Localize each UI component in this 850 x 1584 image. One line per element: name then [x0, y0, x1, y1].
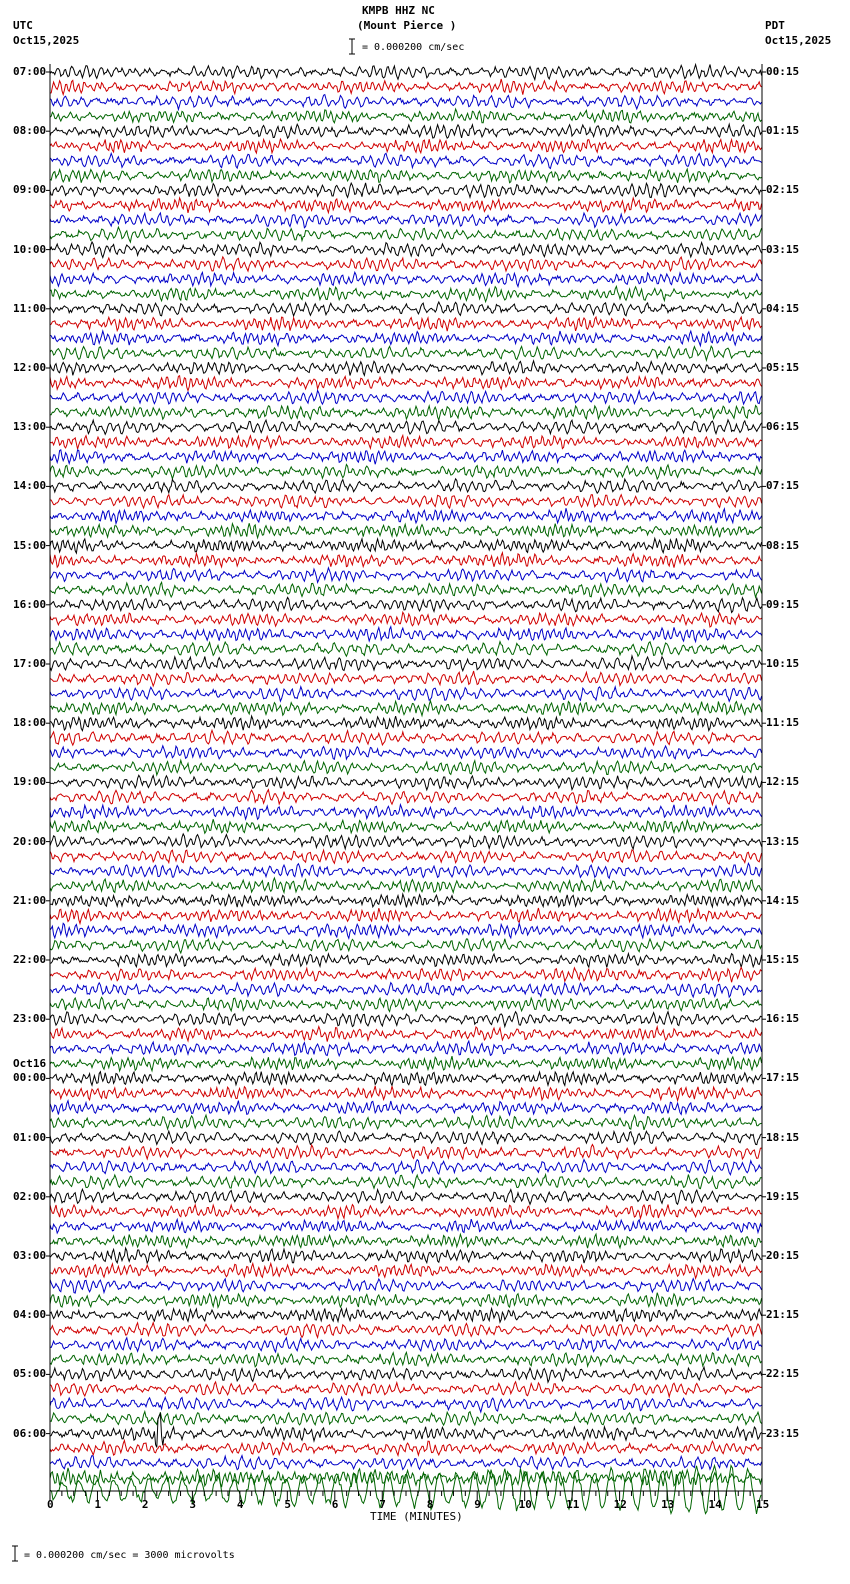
trace-line [50, 1412, 762, 1426]
trace-line [50, 805, 762, 820]
x-tick-label: 7 [379, 1498, 386, 1511]
trace-line [50, 790, 762, 805]
trace-line [50, 1086, 762, 1101]
trace-line [50, 1160, 762, 1175]
right-hour-label: 01:15 [766, 124, 800, 138]
trace-line [50, 1309, 762, 1323]
trace-line [50, 1027, 762, 1042]
trace-line [50, 79, 762, 95]
trace-line [50, 1205, 762, 1219]
right-hour-label: 13:15 [766, 834, 800, 848]
trace-line [50, 687, 762, 702]
trace-line [50, 406, 762, 421]
left-hour-label: 05:00 [13, 1367, 47, 1381]
station-title: KMPB HHZ NC [362, 4, 435, 17]
trace-line [50, 834, 762, 849]
trace-line [50, 198, 762, 213]
right-hour-label: 16:15 [766, 1012, 800, 1026]
trace-line [50, 671, 762, 686]
trace-line [50, 65, 762, 80]
left-date: Oct15,2025 [13, 34, 80, 47]
trace-line [50, 568, 762, 583]
right-hour-label: 11:15 [766, 716, 800, 730]
trace-line [50, 878, 762, 892]
left-hour-label: 12:00 [13, 361, 47, 374]
left-hour-label: 07:00 [13, 65, 47, 78]
trace-group [50, 65, 762, 1514]
left-hour-label: 03:00 [13, 1249, 47, 1262]
right-hour-label: 19:15 [766, 1189, 800, 1203]
x-tick-label: 6 [331, 1498, 339, 1511]
x-tick-label: 15 [756, 1498, 770, 1511]
trace-line [50, 1338, 762, 1352]
right-hour-label: 05:15 [766, 361, 800, 374]
trace-line [50, 242, 762, 258]
trace-line [50, 997, 762, 1011]
trace-line [50, 1382, 762, 1397]
right-hour-label: 14:15 [766, 893, 800, 907]
trace-line [50, 627, 762, 642]
right-hour-label: 10:15 [766, 657, 800, 670]
left-hour-label: 08:00 [13, 124, 47, 138]
left-hour-label: 00:00 [13, 1071, 47, 1085]
left-timezone: UTC [13, 19, 33, 32]
left-hour-label: 13:00 [13, 420, 47, 434]
x-tick-label: 5 [284, 1498, 291, 1511]
trace-line [50, 1468, 762, 1487]
trace-line [50, 1456, 762, 1470]
footer-scale-bar-icon [12, 1546, 18, 1561]
left-hour-label: 23:00 [13, 1012, 47, 1026]
right-hour-label: 22:15 [766, 1367, 800, 1381]
trace-line [50, 1397, 762, 1412]
station-location: (Mount Pierce ) [357, 19, 457, 32]
trace-line [50, 213, 762, 228]
trace-line [50, 391, 762, 405]
footer-scale-label: = 0.000200 cm/sec = 3000 microvolts [24, 1550, 235, 1561]
trace-line [50, 1041, 762, 1056]
trace-line [50, 730, 762, 745]
right-hour-label: 20:15 [766, 1249, 800, 1262]
left-hour-label: 09:00 [13, 183, 47, 197]
trace-line [50, 1115, 762, 1130]
right-hour-label: 17:15 [766, 1071, 800, 1085]
trace-line [50, 983, 762, 998]
right-date: Oct15,2025 [765, 34, 832, 47]
trace-line [50, 968, 762, 983]
x-axis-title: TIME (MINUTES) [370, 1510, 463, 1523]
x-tick-label: 12 [613, 1498, 627, 1511]
trace-line [50, 716, 762, 731]
trace-line [50, 183, 762, 198]
trace-line [50, 1264, 762, 1279]
right-hour-label: 21:15 [766, 1308, 800, 1322]
trace-line [50, 346, 762, 360]
right-hour-label: 07:15 [766, 479, 800, 493]
trace-line [50, 1367, 762, 1382]
scale-label: = 0.000200 cm/sec [362, 42, 465, 53]
left-hour-label: 11:00 [13, 301, 47, 315]
x-tick-label: 2 [141, 1498, 149, 1511]
x-tick-label: 13 [661, 1498, 675, 1511]
trace-line [50, 479, 762, 493]
trace-line [50, 153, 762, 168]
trace-line [50, 1279, 762, 1293]
trace-line [50, 436, 762, 450]
left-hour-label: 19:00 [13, 775, 47, 789]
trace-line [50, 1352, 762, 1366]
trace-line [50, 1145, 762, 1160]
trace-line [50, 227, 762, 242]
trace-line [50, 746, 762, 760]
trace-line [50, 257, 762, 271]
right-hour-label: 08:15 [766, 538, 800, 552]
trace-line [50, 465, 762, 480]
x-tick-label: 8 [426, 1498, 434, 1511]
right-hour-label: 00:15 [766, 65, 800, 78]
trace-line [50, 286, 762, 301]
trace-line [50, 1189, 762, 1204]
trace-line [50, 701, 762, 716]
right-hour-label: 02:15 [766, 183, 800, 197]
left-hour-label: 17:00 [13, 657, 47, 670]
trace-line [50, 775, 762, 790]
trace-line [50, 1293, 762, 1308]
left-hour-label: 20:00 [13, 834, 47, 848]
trace-line [50, 272, 762, 286]
x-tick-label: 14 [708, 1498, 722, 1511]
trace-line [50, 317, 762, 331]
right-hour-label: 18:15 [766, 1130, 800, 1144]
trace-line [50, 450, 762, 464]
trace-line [50, 1072, 762, 1086]
scale-bar-icon [349, 39, 355, 54]
trace-line [50, 923, 762, 938]
trace-line [50, 1012, 762, 1027]
trace-line [50, 1131, 762, 1145]
trace-line [50, 1323, 762, 1338]
trace-line [50, 95, 762, 110]
left-hour-label: 04:00 [13, 1308, 47, 1322]
x-tick-label: 0 [47, 1498, 54, 1511]
trace-line [50, 954, 762, 968]
right-timezone: PDT [765, 19, 785, 32]
left-hour-label: 18:00 [13, 716, 47, 730]
trace-line [50, 420, 762, 434]
x-tick-label: 11 [566, 1498, 580, 1511]
trace-line [50, 1056, 762, 1071]
trace-line [50, 169, 762, 183]
trace-line [50, 1234, 762, 1248]
trace-line [50, 1414, 762, 1448]
trace-line [50, 1175, 762, 1190]
trace-line [50, 863, 762, 878]
trace-line [50, 1219, 762, 1233]
trace-line [50, 642, 762, 657]
trace-line [50, 553, 762, 568]
right-hour-label: 03:15 [766, 242, 800, 256]
trace-line [50, 361, 762, 376]
trace-line [50, 109, 762, 123]
trace-line [50, 508, 762, 523]
left-hour-label: 16:00 [13, 597, 47, 611]
right-hour-label: 06:15 [766, 420, 800, 434]
left-hour-label: 06:00 [13, 1426, 47, 1440]
trace-line [50, 908, 762, 923]
right-hour-label: 15:15 [766, 953, 800, 966]
trace-line [50, 939, 762, 953]
x-tick-label: 4 [236, 1498, 244, 1511]
trace-line [50, 495, 762, 508]
trace-line [50, 1248, 762, 1263]
trace-line [50, 523, 762, 538]
left-hour-label: 10:00 [13, 242, 47, 256]
x-tick-label: 10 [518, 1498, 532, 1511]
trace-line [50, 760, 762, 775]
left-hour-label: 15:00 [13, 538, 47, 552]
trace-line [50, 612, 762, 627]
trace-line [50, 538, 762, 553]
trace-line [50, 894, 762, 907]
right-hour-label: 09:15 [766, 597, 800, 611]
x-tick-label: 9 [474, 1498, 481, 1511]
day-change-label: Oct16 [13, 1057, 47, 1071]
right-hour-label: 23:15 [766, 1426, 800, 1440]
trace-line [50, 1101, 762, 1115]
left-hour-label: 01:00 [13, 1130, 47, 1144]
trace-line [50, 124, 762, 138]
trace-line [50, 331, 762, 346]
trace-line [50, 597, 762, 612]
left-hour-label: 02:00 [13, 1189, 47, 1203]
trace-line [50, 139, 762, 153]
left-hour-label: 21:00 [13, 893, 47, 907]
right-hour-label: 12:15 [766, 775, 800, 789]
trace-line [50, 376, 762, 391]
trace-line [50, 302, 762, 316]
trace-line [50, 819, 762, 833]
x-tick-label: 3 [189, 1498, 197, 1511]
trace-line [50, 656, 762, 671]
trace-line [50, 850, 762, 864]
right-hour-label: 04:15 [766, 301, 800, 315]
trace-line [50, 582, 762, 597]
left-hour-label: 14:00 [13, 479, 47, 493]
x-tick-label: 1 [94, 1498, 102, 1511]
left-hour-label: 22:00 [13, 953, 47, 966]
